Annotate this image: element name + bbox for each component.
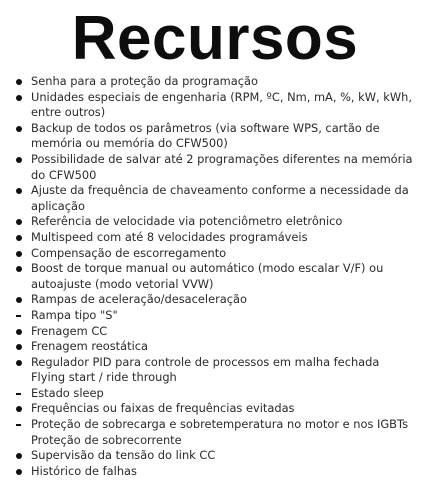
feature-item	[12, 308, 426, 324]
feature-item	[12, 74, 426, 90]
feature-item	[12, 355, 426, 371]
feature-text: Senha para a proteção da programação	[31, 74, 258, 88]
feature-text: Boost de torque manual ou automático (modo escalar V/F) ou autoajuste (modo vetorial VVW)	[31, 261, 384, 291]
feature-text: Regulador PID para controle de processos em malha fechada	[31, 354, 380, 369]
feature-text: Possibilidade de salvar até 2 programações diferentes na memória do CFW500	[31, 151, 413, 182]
bullet-icon	[16, 406, 22, 412]
bullet-icon	[16, 453, 22, 459]
feature-text: Frequências ou faixas de frequências evitadas	[31, 401, 295, 416]
bullet-icon	[16, 95, 22, 101]
feature-item	[12, 230, 426, 246]
bullet-icon	[16, 266, 22, 272]
bullet-icon	[16, 393, 21, 395]
bullet-icon	[16, 235, 22, 241]
feature-item	[12, 183, 426, 214]
feature-item	[12, 214, 426, 230]
bullet-icon	[16, 79, 22, 85]
bullet-icon	[16, 360, 22, 366]
feature-text: Proteção de sobrecorrente	[31, 432, 182, 447]
feature-item	[12, 261, 426, 292]
feature-text: Ajuste da frequência de chaveamento conforme a necessidade da aplicação	[31, 183, 409, 213]
bullet-icon	[16, 297, 22, 303]
feature-item	[12, 121, 426, 152]
feature-text: Unidades especiais de engenharia (RPM, ºC, Nm, mA, %, kW, kWh, entre outros)	[31, 89, 412, 120]
feature-text: Proteção de sobrecarga e sobretemperatura no motor e nos IGBTs	[31, 417, 409, 432]
feature-item	[12, 417, 426, 433]
feature-text: Rampas de aceleração/desaceleração	[31, 292, 247, 307]
feature-item	[12, 464, 426, 480]
feature-item	[12, 370, 426, 386]
feature-text: Frenagem reostática	[31, 339, 148, 354]
bullet-icon	[16, 188, 22, 194]
bullet-icon	[16, 251, 22, 257]
feature-text: Rampa tipo "S"	[31, 307, 118, 322]
bullet-icon	[16, 469, 22, 475]
feature-item	[12, 246, 426, 262]
feature-text: Backup de todos os parâmetros (via software WPS, cartão de memória ou memória do CFW500)	[31, 120, 380, 151]
bullet-icon	[16, 315, 21, 317]
bullet-icon	[16, 424, 21, 426]
feature-item	[12, 433, 426, 449]
feature-item	[12, 324, 426, 340]
feature-item	[12, 339, 426, 355]
feature-text: Estado sleep	[31, 385, 104, 400]
bullet-icon	[16, 157, 22, 163]
feature-text: Histórico de falhas	[31, 463, 137, 478]
feature-text: Flying start / ride through	[31, 370, 177, 385]
feature-text: Compensação de escorregamento	[31, 245, 227, 260]
feature-item	[12, 152, 426, 183]
feature-item	[12, 401, 426, 417]
feature-text: Multispeed com até 8 velocidades programáveis	[31, 229, 308, 244]
bullet-icon	[16, 126, 22, 132]
feature-text: Supervisão da tensão do link CC	[31, 448, 216, 463]
page-title: Recursos	[71, 4, 359, 73]
feature-text: Referência de velocidade via potenciômetro eletrônico	[31, 214, 343, 229]
bullet-icon	[16, 329, 22, 335]
feature-text: Frenagem CC	[31, 323, 108, 338]
feature-list	[12, 74, 426, 479]
feature-item	[12, 448, 426, 464]
feature-item	[12, 386, 426, 402]
bullet-icon	[16, 219, 22, 225]
bullet-icon	[16, 344, 22, 350]
feature-item	[12, 90, 426, 121]
feature-item	[12, 292, 426, 308]
